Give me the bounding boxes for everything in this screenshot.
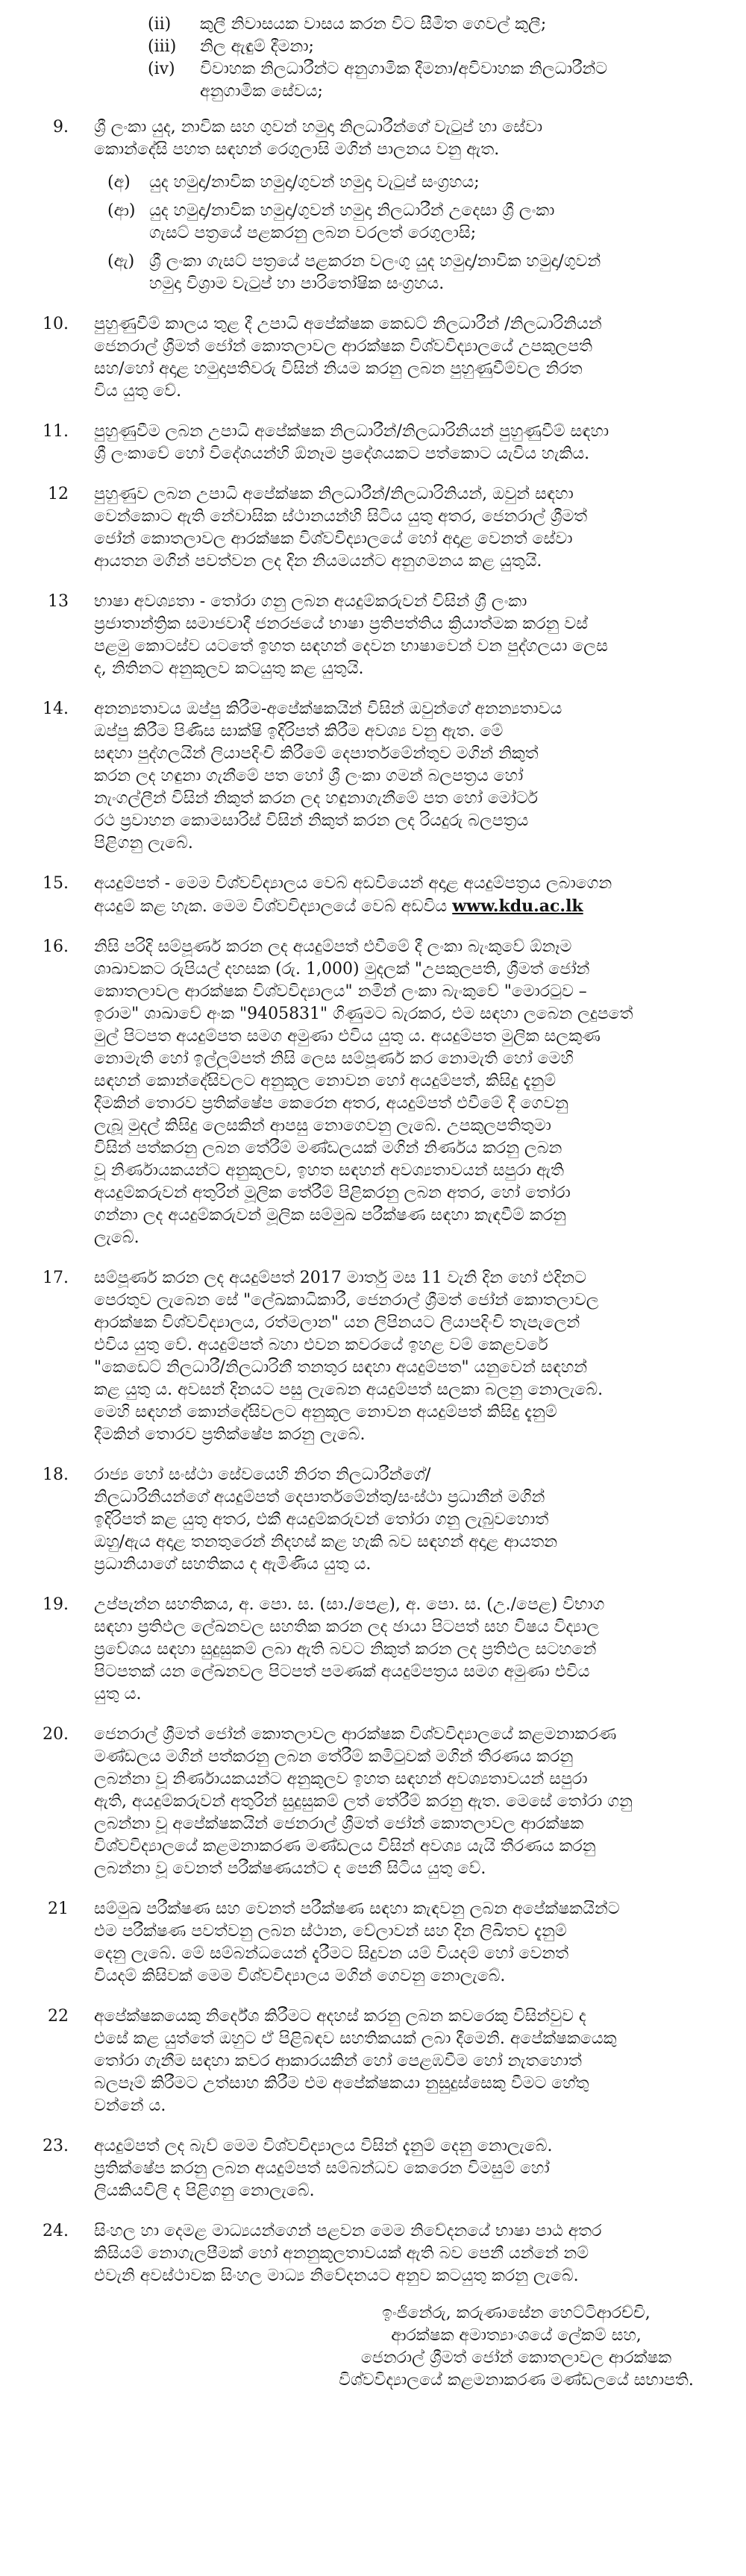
text-line: අනන්‍යතාවය ඔප්පු කිරීම-අපේක්ෂකයින් විසින් ඔවුන්ගේ අනන්‍යතාවය [94,700,562,718]
list-item [36,58,713,81]
clause-text [94,1464,713,1576]
text-line: අයදුම්කරුවන් අතුරින් මූලික තේරීම් පිළිකරනු ලබන අතර, හෝ තෝරා [94,1184,571,1202]
text-line: වන්නේ ය. [94,2096,166,2115]
list-item-text: කුලී නිවාසයක වාසය කරන විට සීමිත ගෙවල් කුලී; [200,15,547,34]
text-line: මුල් පිටපත අයදුම්පත සමග අමුණා එවිය යුතු ය. අයදුම්පත මුලික සලකුණ [94,1027,601,1046]
text-line: භාෂා අවශ්‍යතා - තෝරා ගනු ලබන අයදුම්කරුවන් විසින් ශ්‍රී ලංකා [94,592,527,611]
text-line: නිසි පරිදි සම්පූර්ණ කරන ලද අයදුම්පත් එවීමේ දී ලංකා බැංකුවේ ඕනෑම [94,937,572,956]
text-line: කළ යුතු ය. අවසන් දිනයට පසු ලැබෙන අයදුම්පත් සලකා බලනු නොලැබේ. [94,1380,604,1399]
text-line: මණ්ඩලය මගින් පත්කරනු ලබන තේරීම් කමිටුවක් මගින් තීරණය කරනු [94,1747,574,1766]
text-line: පෙරතුව ලැබෙන සේ "ලේඛකාධිකාරී, ජෙනරාල් ශ්‍රීමත් ජෝන් කොතලාවල [94,1291,599,1310]
clause-text [94,1724,713,1880]
clause-number: 9. [53,118,69,136]
text-line: දෙනු ලැබේ. මේ සම්බන්ධයෙන් දැරීමට සිදුවන යම් වියදම් හෝ වෙනත් [94,1944,569,1963]
text-line: ලැබේ. [94,1228,140,1247]
sub-label: (ඇ) [107,252,135,271]
signature-line: ජෙනරාල් ශ්‍රීමත් ජෝන් කොතලාවල ආරක්ෂක [360,2349,672,2367]
text-line: අයදුම්පත් - මෙම විශ්වවිද්‍යාලය වෙබ් අඩවියෙන් අදාළ අයදුම්පත්‍රය ලබාගෙන [94,874,612,893]
text-line: ශාඛාවකට රුපියල් දහසක (රු. 1,000) මුදලක් "උපකුලපති, ශ්‍රීමත් ජෝන් [94,960,590,978]
sub-text [149,172,713,194]
signature-line: ආරක්ෂක අමාත්‍යාංශයේ ලේකම් සහ, [391,2326,642,2345]
sub-label: (අ) [107,173,131,192]
clause-text [94,1594,713,1706]
text-line: කොතලාවල ආරක්ෂක විශ්වවිද්‍යාලය" නමින් ලංකා බැංකුවේ "මොරටුව – [94,982,587,1001]
text-line: පුහුණුවීම් කාලය තුළ දී උපාධි අපේක්ෂක කෙඩට් නිලධාරීන් /නිලධාරිනියන් [94,315,602,333]
sub-list [94,172,713,295]
sub-list-item [94,200,713,245]
text-line: ගන්නා ලද අයදුම්කරුවන් මූලික සම්මුඛ පරීක්ෂණ සඳහා කැඳවීම් කරනු [94,1206,566,1225]
text-line: බලපෑම් කිරීමට උත්සාහ කිරීම එම අපේක්ෂකයා නුසුදුස්සෙකු වීමට හේතු [94,2074,589,2093]
clause-text [94,483,713,573]
text-line: කිසියම් නොගැලපීමක් හෝ අනනුකූලතාවයක් ඇති බව පෙනී යන්නේ නම් [94,2244,589,2263]
clause-number: 19. [43,1595,69,1614]
text-line: සඳහන් කොන්දේසිවලට අනුකූල නොවන හෝ අයදුම්පත්, කිසිදු දැනුම් [94,1072,557,1090]
clause-text [94,591,713,680]
clause-text [94,116,713,295]
text-line: ලබන්නා වූ නිර්ණායකයන්ට අනුකූලව ඉහත සඳහන් අවශ්‍යතාවයන් සපුරා [94,1770,588,1788]
list-item-text: විවාහක නිලධාරීන්ට අනුගාමික දීමනා/අවිවාහක නිලධාරීන්ට [200,60,608,78]
text-line: වියදම් කිසිවක් මෙම විශ්වවිද්‍යාලය මගින් ගෙවනු නොලැබේ. [94,1967,506,1985]
clause-number: 10. [43,315,69,333]
text-line: මෙහි සඳහන් කොන්දේසිවලට අනුකූල නොවන අයදුම්පත් කිසිදු දැනුම් [94,1403,557,1421]
text-line: සිංහල හා දෙමළ මාධ්‍යයන්ගෙන් පළවන මෙම නිවේදනයේ භාෂා පාඨ අතර [94,2222,602,2240]
roman-numeral: (ii) [148,15,172,34]
text-line: ලබන්නා වූ අපේක්ෂකයින් ජෙනරාල් ශ්‍රීමත් ජෝන් කොතලාවල ආරක්ෂක [94,1815,584,1833]
text-line: රථ ප්‍රවාහන කොමසාරිස් විසින් නිකුත් කරන ලද රියදුරු බලපත්‍රය [94,811,529,830]
text-line: ආරක්ෂක විශ්වවිද්‍යාලය, රත්මලාන" යන ලිපිනයට ලියාපදිංචි තැපැලෙන් [94,1313,580,1332]
clause-10 [36,313,713,403]
clause-text [94,2135,713,2202]
text-line: සඳහා පුද්ගලයින් ලියාපදිංචි කිරීමේ දෙපාර්තමේන්තුව මගින් නිකුත් [94,744,539,763]
roman-numeral: (iii) [148,37,177,56]
text-line: සම්මුඛ පරීක්ෂණ සහ වෙනත් පරීක්ෂණ සඳහා කැඳවනු ලබන අපේක්ෂකයින්ට [94,1900,620,1918]
clause-16 [36,936,713,1249]
text-line: ජෙනරාල් ශ්‍රීමත් ජෝන් කොතලාවල ආරක්ෂක විශ්වවිද්‍යාලයේ උපකුලපති [94,337,592,356]
text-line: නිලධාරිනියන්ගේ අයදුම්පත් දෙපාර්තමේන්තු/සංස්ථා ප්‍රධානීන් මගින් [94,1488,545,1507]
clause-19 [36,1594,713,1706]
list-item [36,81,713,103]
text-line: ජෙනරාල් ශ්‍රීමත් ජෝන් කොතලාවල ආරක්ෂක විශ්වවිද්‍යාලයේ කළමනාකරණ [94,1725,617,1744]
text-line: ලබන්නා වූ වෙනත් පරීක්ෂණයන්ට ද පෙනී සිටිය යුතු වේ. [94,1859,486,1878]
text-line: එවැනි අවස්ථාවක සිංහල මාධ්‍ය නිවේදනයට අනුව කටයුතු කරනු ලැබේ. [94,2266,579,2285]
numbered-clauses [36,116,713,2287]
text-line: විශ්වවිද්‍යාලයේ කළමනාකරණ මණ්ඩලය විසින් අවශ්‍ය යැයි තීරණය කරනු [94,1837,596,1856]
text-line: ආයතන මගින් පවත්වන ලද දින නියමයන්ට අනුගමනය කළ යුතුයි. [94,552,542,571]
clause-15 [36,873,713,918]
clause-21 [36,1898,713,1988]
clause-number: 14. [43,700,69,718]
sub-label: (ආ) [107,201,136,220]
text-line: උප්පැන්න සහතිකය, අ. පො. ස. (සා./පෙළ), අ. පො. ස. (උ./පෙළ) විභාග [94,1595,605,1614]
clause-number: 20. [43,1725,69,1744]
signature-line: ඉංජිනේරු, කරුණාසේන හෙට්ටිආරච්චි, [382,2304,651,2322]
text-line: ශ්‍රී ලංකා ගැසට් පත්‍රයේ පළකරන වලංගු යුද හමුදා/නාවික හමුදා/ගුවන් [149,252,601,271]
list-item [36,13,713,36]
text-line: "කෙඩෙට් නිලධාරී/නිලධාරිනී තනතුර සඳහා අයදුම්පත" යනුවෙන් සඳහන් [94,1358,588,1377]
roman-numeral: (iv) [148,60,175,78]
text-line: විය යුතු වේ. [94,382,182,400]
text-line: දීමකින් තොරව ප්‍රතික්ෂේප කෙරෙන අතර, අයදුම්පත් එවීමේ දී ගෙවනු [94,1094,568,1113]
text-line: එසේ කළ යුත්තේ ඔහුට ඒ පිළිබඳව සහතිකයක් ලබා දීමෙනි. අපේක්ෂකයෙකු [94,2029,617,2048]
text-line: ගැසට් පත්‍රයේ පළකරනු ලබන වරලත් රෙගුලාසි; [149,224,477,242]
clause-9 [36,116,713,295]
text-line: අයදුම්පත් ලද බැව් මෙම විශ්වවිද්‍යාලය විසින් දැනුම් දෙනු නොලැබේ. [94,2137,553,2155]
clause-number: 15. [43,874,69,893]
clause-text [94,873,713,918]
clause-text [94,2220,713,2287]
text-line: ජෝන් කොතලාවල ආරක්ෂක විශ්වවිද්‍යාලයේ හෝ අදාළ වෙනත් සේවා [94,530,573,548]
text-line: ඔහු/ඇය අදාළ තනතුරෙන් නිදහස් කළ හැකි බව සඳහන් අදාළ ආයතන [94,1533,558,1551]
text-line: ලැබූ මුදල් කිසිදු ලෙසකින් ආපසු නොගෙවනු ලැබේ. උපකුලපතිතුමා [94,1116,551,1135]
text-line: යුද හමුදා/නාවික හමුදා/ගුවන් හමුදා වැටුප් සංග්‍රහය; [149,173,480,192]
clause-number: 22 [48,2007,69,2026]
clause-text [94,936,713,1249]
text-line: සම්පූර්ණ කරන ලද අයදුම්පත් 2017 මාර්තු මස 11 වැනි දින හෝ එදිනට [94,1269,586,1287]
text-line: ඉරාම" ශාඛාවේ අංක "9405831" ගිණුමට බැරකර, එම සඳහා ලබෙන ලදුපතේ [94,1005,633,1023]
text-line: පුහුණුවීම ලබන උපාධි අපේක්ෂක නිලධාරීන්/නිලධාරිනියන් පුහුණුවීම් සඳහා [94,422,609,441]
text-line: ඔප්පු කිරීම පිණිස සාක්ෂි ඉදිරිපත් කිරීම අවශ්‍ය වනු ඇත. මේ [94,722,504,741]
clause-number: 13 [48,592,69,611]
text-line: අයදුම් කළ හැක. මෙම විශ්වවිද්‍යාලයේ වෙබ් අඩවිය www.kdu.ac.lk [94,896,583,916]
text-line: යුද හමුදා/නාවික හමුදා/ගුවන් හමුදා නිලධාරීන් උදෙසා ශ්‍රී ලංකා [149,201,555,220]
text-line: වෙන්කොට ඇති නේවාසික ස්ථානයන්හි සිටිය යුතු අතර, ජෙනරාල් ශ්‍රීමත් [94,507,588,526]
sub-list-item [94,172,713,194]
text-line: දීමකින් තොරව ප්‍රතික්ෂේප කරනු ලැබේ. [94,1425,366,1444]
clause-13 [36,591,713,680]
clause-number: 16. [43,937,69,956]
clause-number: 12 [48,485,69,503]
clause-number: 23. [43,2137,69,2155]
clause-text [94,698,713,855]
clause-11 [36,421,713,465]
clause-text [94,313,713,403]
clause-14 [36,698,713,855]
clause-12 [36,483,713,573]
text-line: හමුදා විශ්‍රාම වැටුප් හා පාරිතෝෂික සංග්‍රහය. [149,274,445,293]
text-line: වූ නිර්ණායකයන්ට අනුකූලව, ඉහත සඳහන් අවශ්‍යතාවයන් සපුරා ඇති [94,1161,564,1180]
text-line: නැංගල්ලීන් විසින් නිකුත් කරන ලද හඳුනාගැනීමේ පත හෝ මෝටර් [94,789,538,808]
clause-number: 18. [43,1466,69,1484]
text-line: ප්‍රධානියාගේ සහතිකය ද ඇමිණිය යුතු ය. [94,1555,372,1574]
clause-text [94,421,713,465]
text-line: පළමු කොටස්ව යටතේ ඉහත සඳහන් දෙවන භාෂාවෙන් වන පුද්ගලයා ලෙස [94,637,608,656]
clause-17 [36,1267,713,1446]
clause-number: 24. [43,2222,69,2240]
text-line: විසින් පත්කරනු ලබන තේරීම් මණ්ඩලයක් මගින් නිර්ණය කරනු ලබන [94,1139,562,1157]
website-link[interactable]: www.kdu.ac.lk [452,896,583,916]
text-line: ලියකියවිලි ද පිළිගනු නොලැබේ. [94,2181,315,2200]
clause-text [94,1898,713,1988]
allowance-list [36,13,713,103]
list-item-text: අනුගාමික සේවය; [200,82,323,101]
text-line: කරන ලද හඳුනා ගැනීමේ පත හෝ ශ්‍රී ලංකා ගමන් බලපත්‍රය හෝ [94,767,524,785]
text-line: එම පරීක්ෂණ පවත්වනු ලබන ස්ථාන, වේලාවන් සහ දින ලිඛිතව දැනුම් [94,1922,567,1941]
text-line: රාජ්‍ය හෝ සංස්ථා සේවයෙහි නිරත නිලධාරීන්ගේ/ [94,1466,431,1484]
roman-numeral [148,81,189,103]
sub-text [149,200,713,245]
text-line: ඉදිරිපත් කළ යුතු අතර, එකී අයදුම්කරුවන් තෝරා ගනු ලැබුවහොත් [94,1510,549,1529]
text-line: පුහුණුව ලබන උපාධි අපේක්ෂක නිලධාරීන්/නිලධාරිනියන්, ඔවුන් සඳහා [94,485,574,503]
text-line: ශ්‍රී ලංකා යුද, නාවික සහ ගුවන් හමුදා නිලධාරීන්ගේ වැටුප් හා සේවා [94,118,543,136]
text-line: යුතු ය. [94,1685,142,1703]
list-item-text: නිල ඇඳුම් දීමනා; [200,37,314,56]
signature-line: විශ්වවිද්‍යාලයේ කළමනාකරණ මණ්ඩලයේ සභාපති. [339,2371,694,2390]
clause-20 [36,1724,713,1880]
clause-number: 17. [43,1269,69,1287]
text-line: එවිය යුතු වේ. අයදුම්පත් බහා එවන කවරයේ ඉහළ වම් කෙළවරේ [94,1336,548,1354]
text-line: ද, නිතිනට අනුකූලව කටයුතු කළ යුතුයි. [94,659,364,678]
sub-text [149,251,713,295]
signature-block [36,2302,713,2392]
text-line: ප්‍රජාතාන්ත්‍රික සමාජවාදී ජනරජයේ භාෂා ප්‍රතිපත්තිය ක්‍රියාත්මක කරනු වස් [94,615,589,633]
text-line: නොමැති හෝ ඉල්ලුම්පත් නිසි ලෙස සම්පූර්ණ කර නොමැති හෝ මෙහි [94,1049,574,1068]
text-line: තෝරා ගැනීම සඳහා කවර ආකාරයකින් හෝ පෙළඹවීම හෝ නැතහොත් [94,2052,582,2070]
text-line: පිළිගනු ලැබේ. [94,834,193,852]
text-line: සඳහා ප්‍රතිඵල ලේඛනවල සහතික කරන ලද ඡායා පිටපත් සහ විෂය විද්‍යාල [94,1618,600,1636]
clause-number: 11. [43,422,69,441]
text-line: සහ/හෝ අදාළ හමුදාපතිවරු විසින් නියම කරනු ලබන පුහුණුවීම්වල නිරත [94,359,583,378]
clause-24 [36,2220,713,2287]
text-line: ප්‍රවේශය සඳහා සුදුසුකම් ලබා ඇති බවට නිකුත් කරන ලද ප්‍රතිඵල සටහනේ [94,1640,597,1659]
clause-number: 21 [48,1900,69,1918]
clause-text [94,1267,713,1446]
sub-list-item [94,251,713,295]
clause-18 [36,1464,713,1576]
text-line: ඇති, අයදුම්කරුවන් අතුරින් සුදුසුකම් ලත් තේරීම් කරනු ඇත. මෙසේ තෝරා ගනු [94,1792,633,1811]
list-item [36,36,713,58]
clause-text [94,2005,713,2117]
text-line: කොන්දේසි පහත සඳහන් රෙගුලාසි මගින් පාලනය වනු ඇත. [94,140,500,159]
text-line: ශ්‍රී ලංකාවේ හෝ විදේශයන්හි ඕනෑම ප්‍රදේශයකට පත්කොට යැවිය හැකිය. [94,444,590,463]
clause-22 [36,2005,713,2117]
text-line: ප්‍රතික්ෂේප කරනු ලබන අයදුම්පත් සම්බන්ධව කෙරෙන විමසුම් හෝ [94,2159,550,2178]
clause-23 [36,2135,713,2202]
text-line: පිටපතක් යන ලේඛනවල පිටපත් පමණක් අයදුම්පත්‍රය සමග අමුණා එවිය [94,1662,590,1681]
text-line: අපේක්ෂකයෙකු නිර්දේශ කිරීමට අදහස් කරනු ලබන කවරෙකු විසින්වුව ද [94,2007,586,2026]
